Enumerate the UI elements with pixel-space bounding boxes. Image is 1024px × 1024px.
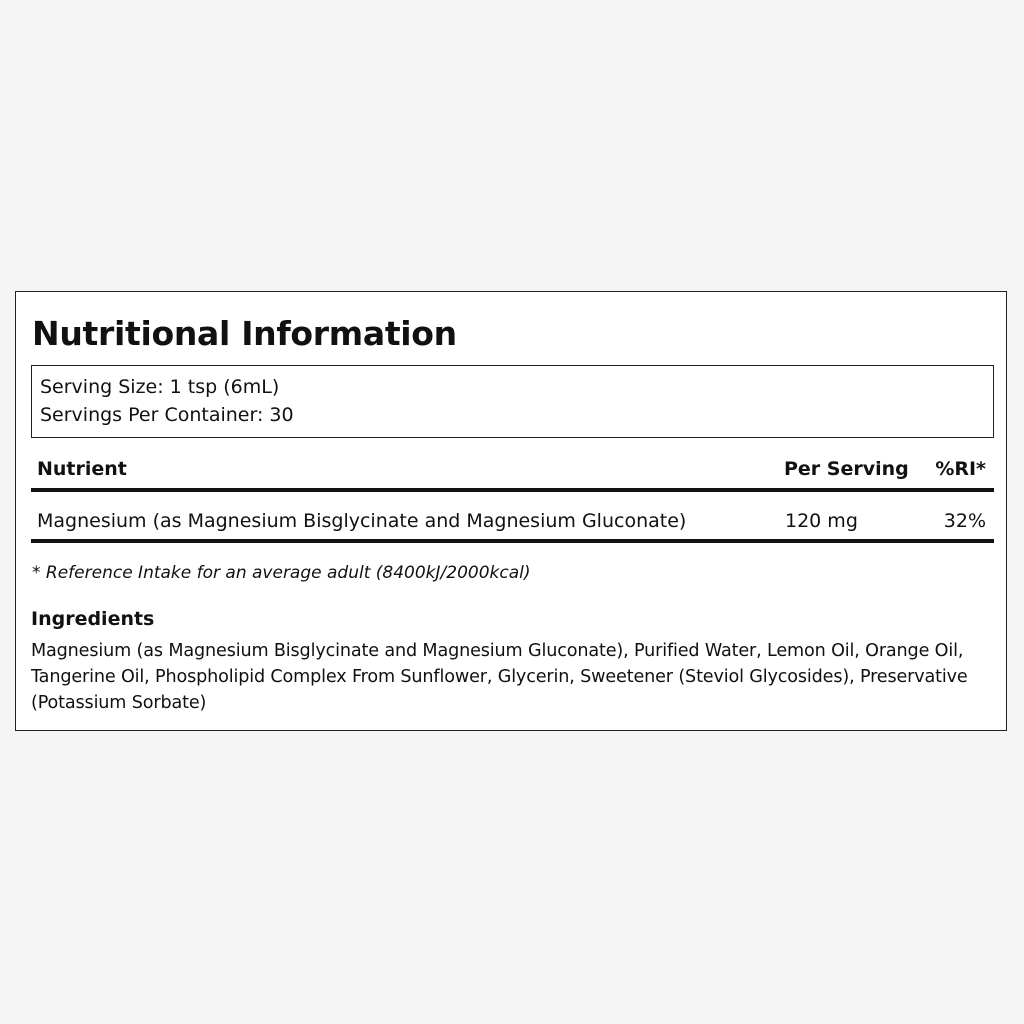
nutrient-ri-percent: 32% <box>943 510 986 532</box>
column-header-nutrient: Nutrient <box>37 458 127 480</box>
servings-per-container: Servings Per Container: 30 <box>40 404 294 426</box>
nutrient-name: Magnesium (as Magnesium Bisglycinate and Magnesium Gluconate) <box>37 510 687 532</box>
column-header-ri: %RI* <box>935 458 986 480</box>
header-divider <box>31 488 994 492</box>
column-header-per-serving: Per Serving <box>784 458 909 480</box>
nutrient-amount: 120 mg <box>785 510 858 532</box>
ingredients-heading: Ingredients <box>31 608 155 630</box>
serving-size: Serving Size: 1 tsp (6mL) <box>40 376 280 398</box>
reference-intake-footnote: * Reference Intake for an average adult (8400kJ/2000kcal) <box>32 563 531 583</box>
serving-info-box <box>31 365 994 438</box>
table-bottom-divider <box>31 539 994 543</box>
ingredients-list: Magnesium (as Magnesium Bisglycinate and Magnesium Gluconate), Purified Water, Lemon Oil, Orange Oil, Tangerine Oil, Phospholipid Complex From Sunflower, Glycerin, Sweetener (Steviol Glycosides), Preservative (Potassium Sorbate) <box>31 641 968 713</box>
nutrition-panel <box>15 291 1007 731</box>
panel-title: Nutritional Information <box>32 314 457 353</box>
